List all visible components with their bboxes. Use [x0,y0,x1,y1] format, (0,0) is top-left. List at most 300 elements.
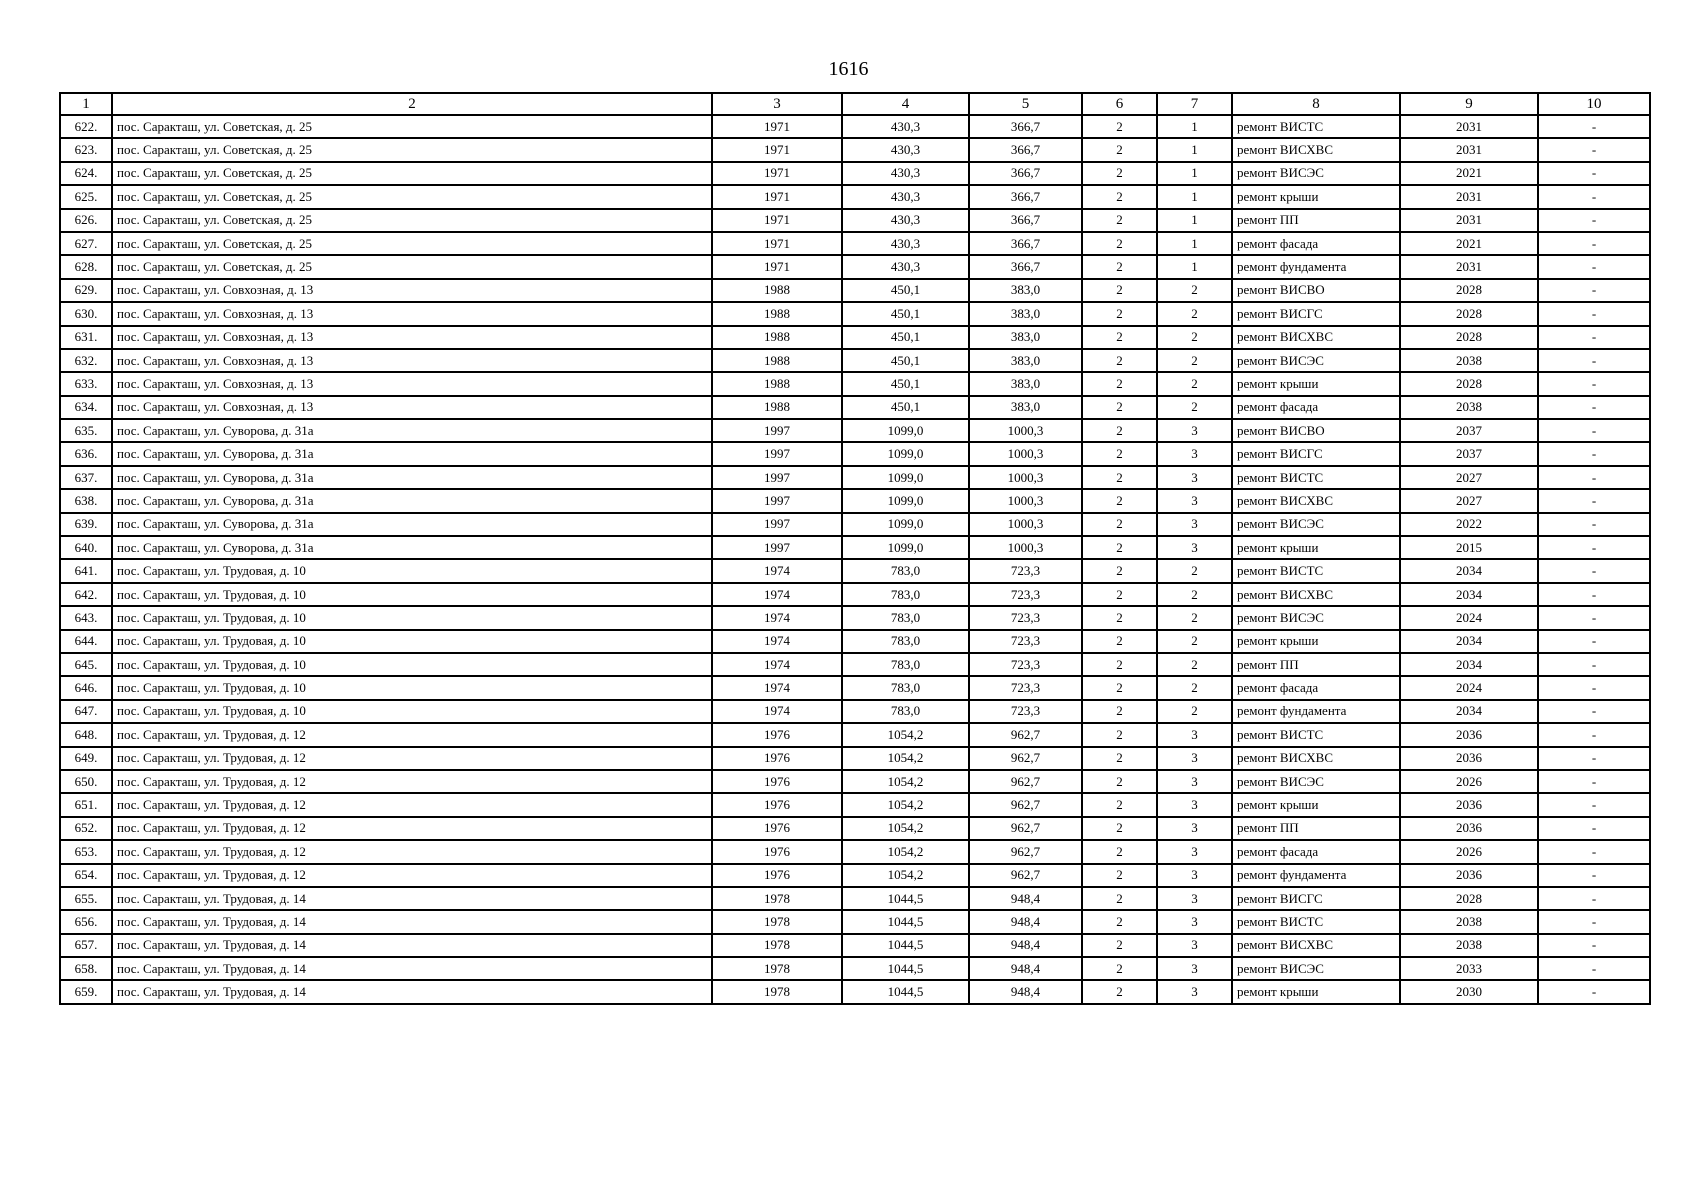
row-number-cell: 654. [60,864,112,887]
col6-cell: 2 [1082,115,1157,138]
table-row [60,442,1650,465]
col7-cell: 2 [1157,326,1232,349]
table-row [60,232,1650,255]
planned-year-cell: 2038 [1400,396,1538,419]
col10-cell: - [1538,653,1650,676]
planned-year-cell: 2036 [1400,793,1538,816]
address-cell: пос. Саракташ, ул. Советская, д. 25 [112,255,712,278]
living-area-cell: 948,4 [969,887,1082,910]
col6-cell: 2 [1082,583,1157,606]
col6-cell: 2 [1082,700,1157,723]
year-cell: 1971 [712,162,842,185]
planned-year-cell: 2031 [1400,185,1538,208]
planned-year-cell: 2036 [1400,747,1538,770]
address-cell: пос. Саракташ, ул. Совхозная, д. 13 [112,279,712,302]
planned-year-cell: 2031 [1400,209,1538,232]
total-area-cell: 1054,2 [842,793,969,816]
col10-cell: - [1538,980,1650,1003]
row-number-cell: 645. [60,653,112,676]
col6-cell: 2 [1082,747,1157,770]
work-type-cell: ремонт фасада [1232,840,1400,863]
address-cell: пос. Саракташ, ул. Трудовая, д. 12 [112,840,712,863]
work-type-cell: ремонт ВИСЭС [1232,606,1400,629]
col7-cell: 2 [1157,583,1232,606]
col7-cell: 3 [1157,864,1232,887]
column-header-10: 10 [1538,93,1650,115]
total-area-cell: 1054,2 [842,840,969,863]
col7-cell: 2 [1157,630,1232,653]
row-number-cell: 653. [60,840,112,863]
col6-cell: 2 [1082,840,1157,863]
col7-cell: 1 [1157,115,1232,138]
year-cell: 1976 [712,723,842,746]
column-header-6: 6 [1082,93,1157,115]
col7-cell: 2 [1157,396,1232,419]
living-area-cell: 962,7 [969,864,1082,887]
year-cell: 1974 [712,653,842,676]
col7-cell: 2 [1157,372,1232,395]
table-row [60,840,1650,863]
row-number-cell: 655. [60,887,112,910]
table-row [60,209,1650,232]
col7-cell: 1 [1157,255,1232,278]
table-row [60,162,1650,185]
year-cell: 1988 [712,302,842,325]
address-cell: пос. Саракташ, ул. Трудовая, д. 14 [112,887,712,910]
planned-year-cell: 2027 [1400,489,1538,512]
address-cell: пос. Саракташ, ул. Трудовая, д. 14 [112,980,712,1003]
work-type-cell: ремонт фасада [1232,676,1400,699]
col6-cell: 2 [1082,489,1157,512]
total-area-cell: 1099,0 [842,536,969,559]
col10-cell: - [1538,864,1650,887]
row-number-cell: 631. [60,326,112,349]
work-type-cell: ремонт фундамента [1232,864,1400,887]
table-row [60,630,1650,653]
living-area-cell: 1000,3 [969,489,1082,512]
living-area-cell: 366,7 [969,232,1082,255]
col10-cell: - [1538,887,1650,910]
planned-year-cell: 2037 [1400,419,1538,442]
total-area-cell: 1054,2 [842,770,969,793]
col7-cell: 3 [1157,840,1232,863]
row-number-cell: 652. [60,817,112,840]
year-cell: 1971 [712,255,842,278]
col10-cell: - [1538,747,1650,770]
address-cell: пос. Саракташ, ул. Совхозная, д. 13 [112,396,712,419]
col10-cell: - [1538,770,1650,793]
work-type-cell: ремонт ВИСГС [1232,442,1400,465]
table-row [60,910,1650,933]
col10-cell: - [1538,185,1650,208]
work-type-cell: ремонт ВИСТС [1232,723,1400,746]
total-area-cell: 1044,5 [842,887,969,910]
living-area-cell: 948,4 [969,934,1082,957]
total-area-cell: 783,0 [842,700,969,723]
table-row [60,489,1650,512]
col6-cell: 2 [1082,302,1157,325]
col10-cell: - [1538,162,1650,185]
table-row [60,653,1650,676]
work-type-cell: ремонт ВИСХВС [1232,326,1400,349]
col10-cell: - [1538,279,1650,302]
work-type-cell: ремонт ВИСХВС [1232,489,1400,512]
living-area-cell: 962,7 [969,840,1082,863]
address-cell: пос. Саракташ, ул. Совхозная, д. 13 [112,372,712,395]
col10-cell: - [1538,138,1650,161]
work-type-cell: ремонт крыши [1232,980,1400,1003]
address-cell: пос. Саракташ, ул. Трудовая, д. 12 [112,770,712,793]
planned-year-cell: 2015 [1400,536,1538,559]
living-area-cell: 1000,3 [969,419,1082,442]
col7-cell: 3 [1157,489,1232,512]
year-cell: 1988 [712,349,842,372]
table-row [60,676,1650,699]
total-area-cell: 1044,5 [842,957,969,980]
row-number-cell: 634. [60,396,112,419]
col7-cell: 1 [1157,232,1232,255]
row-number-cell: 647. [60,700,112,723]
row-number-cell: 629. [60,279,112,302]
living-area-cell: 366,7 [969,115,1082,138]
address-cell: пос. Саракташ, ул. Советская, д. 25 [112,185,712,208]
col6-cell: 2 [1082,980,1157,1003]
year-cell: 1978 [712,934,842,957]
living-area-cell: 723,3 [969,653,1082,676]
col10-cell: - [1538,115,1650,138]
living-area-cell: 1000,3 [969,536,1082,559]
planned-year-cell: 2036 [1400,817,1538,840]
address-cell: пос. Саракташ, ул. Трудовая, д. 14 [112,934,712,957]
col7-cell: 2 [1157,700,1232,723]
work-type-cell: ремонт ВИСВО [1232,419,1400,442]
col7-cell: 2 [1157,606,1232,629]
work-type-cell: ремонт крыши [1232,185,1400,208]
col7-cell: 2 [1157,349,1232,372]
planned-year-cell: 2034 [1400,653,1538,676]
year-cell: 1976 [712,864,842,887]
table-row [60,583,1650,606]
work-type-cell: ремонт ПП [1232,817,1400,840]
table-row [60,817,1650,840]
total-area-cell: 1054,2 [842,817,969,840]
column-header-5: 5 [969,93,1082,115]
col10-cell: - [1538,723,1650,746]
row-number-cell: 642. [60,583,112,606]
table-row [60,326,1650,349]
table-row [60,396,1650,419]
row-number-cell: 628. [60,255,112,278]
living-area-cell: 383,0 [969,326,1082,349]
row-number-cell: 643. [60,606,112,629]
planned-year-cell: 2038 [1400,934,1538,957]
planned-year-cell: 2034 [1400,559,1538,582]
column-header-7: 7 [1157,93,1232,115]
column-header-3: 3 [712,93,842,115]
col10-cell: - [1538,513,1650,536]
year-cell: 1988 [712,279,842,302]
year-cell: 1988 [712,396,842,419]
year-cell: 1974 [712,559,842,582]
total-area-cell: 783,0 [842,630,969,653]
work-type-cell: ремонт ВИСХВС [1232,138,1400,161]
col10-cell: - [1538,583,1650,606]
year-cell: 1971 [712,115,842,138]
planned-year-cell: 2031 [1400,255,1538,278]
living-area-cell: 383,0 [969,302,1082,325]
living-area-cell: 1000,3 [969,513,1082,536]
table-row [60,372,1650,395]
living-area-cell: 948,4 [969,980,1082,1003]
col10-cell: - [1538,419,1650,442]
row-number-cell: 638. [60,489,112,512]
col6-cell: 2 [1082,419,1157,442]
col6-cell: 2 [1082,255,1157,278]
year-cell: 1974 [712,676,842,699]
col7-cell: 3 [1157,442,1232,465]
col10-cell: - [1538,209,1650,232]
living-area-cell: 366,7 [969,162,1082,185]
year-cell: 1978 [712,910,842,933]
total-area-cell: 430,3 [842,185,969,208]
col6-cell: 2 [1082,326,1157,349]
col7-cell: 3 [1157,910,1232,933]
year-cell: 1971 [712,138,842,161]
row-number-cell: 630. [60,302,112,325]
year-cell: 1976 [712,840,842,863]
year-cell: 1997 [712,466,842,489]
address-cell: пос. Саракташ, ул. Трудовая, д. 12 [112,793,712,816]
col7-cell: 2 [1157,559,1232,582]
total-area-cell: 1099,0 [842,419,969,442]
living-area-cell: 962,7 [969,793,1082,816]
col10-cell: - [1538,840,1650,863]
col7-cell: 3 [1157,723,1232,746]
planned-year-cell: 2031 [1400,138,1538,161]
total-area-cell: 450,1 [842,302,969,325]
col10-cell: - [1538,466,1650,489]
address-cell: пос. Саракташ, ул. Трудовая, д. 14 [112,957,712,980]
col7-cell: 3 [1157,957,1232,980]
row-number-cell: 659. [60,980,112,1003]
row-number-cell: 650. [60,770,112,793]
total-area-cell: 1099,0 [842,466,969,489]
planned-year-cell: 2021 [1400,232,1538,255]
col10-cell: - [1538,232,1650,255]
row-number-cell: 640. [60,536,112,559]
work-type-cell: ремонт крыши [1232,372,1400,395]
row-number-cell: 639. [60,513,112,536]
total-area-cell: 430,3 [842,162,969,185]
col7-cell: 2 [1157,653,1232,676]
year-cell: 1976 [712,770,842,793]
col6-cell: 2 [1082,559,1157,582]
total-area-cell: 1099,0 [842,513,969,536]
col6-cell: 2 [1082,630,1157,653]
planned-year-cell: 2038 [1400,910,1538,933]
year-cell: 1997 [712,513,842,536]
table-row [60,700,1650,723]
column-header-9: 9 [1400,93,1538,115]
work-type-cell: ремонт фундамента [1232,255,1400,278]
year-cell: 1997 [712,489,842,512]
table-row [60,770,1650,793]
total-area-cell: 1054,2 [842,864,969,887]
living-area-cell: 723,3 [969,606,1082,629]
year-cell: 1976 [712,747,842,770]
table-row [60,793,1650,816]
total-area-cell: 1099,0 [842,489,969,512]
living-area-cell: 948,4 [969,957,1082,980]
table-row [60,185,1650,208]
total-area-cell: 1044,5 [842,910,969,933]
living-area-cell: 366,7 [969,185,1082,208]
total-area-cell: 430,3 [842,138,969,161]
year-cell: 1978 [712,957,842,980]
col10-cell: - [1538,489,1650,512]
col6-cell: 2 [1082,817,1157,840]
table-row [60,864,1650,887]
living-area-cell: 962,7 [969,770,1082,793]
col6-cell: 2 [1082,185,1157,208]
living-area-cell: 1000,3 [969,442,1082,465]
year-cell: 1997 [712,442,842,465]
col7-cell: 3 [1157,513,1232,536]
work-type-cell: ремонт ВИСЭС [1232,770,1400,793]
col10-cell: - [1538,910,1650,933]
col7-cell: 2 [1157,302,1232,325]
table-row [60,934,1650,957]
address-cell: пос. Саракташ, ул. Трудовая, д. 12 [112,817,712,840]
row-number-cell: 632. [60,349,112,372]
row-number-cell: 625. [60,185,112,208]
work-type-cell: ремонт ВИСХВС [1232,747,1400,770]
table-row [60,255,1650,278]
work-type-cell: ремонт фундамента [1232,700,1400,723]
row-number-cell: 646. [60,676,112,699]
table-body [60,115,1650,1004]
total-area-cell: 1099,0 [842,442,969,465]
col6-cell: 2 [1082,723,1157,746]
col7-cell: 2 [1157,279,1232,302]
row-number-cell: 626. [60,209,112,232]
col6-cell: 2 [1082,536,1157,559]
planned-year-cell: 2034 [1400,583,1538,606]
work-type-cell: ремонт ВИСГС [1232,887,1400,910]
year-cell: 1988 [712,326,842,349]
planned-year-cell: 2031 [1400,115,1538,138]
living-area-cell: 383,0 [969,279,1082,302]
living-area-cell: 723,3 [969,676,1082,699]
row-number-cell: 644. [60,630,112,653]
address-cell: пос. Саракташ, ул. Трудовая, д. 12 [112,747,712,770]
row-number-cell: 633. [60,372,112,395]
address-cell: пос. Саракташ, ул. Советская, д. 25 [112,232,712,255]
col6-cell: 2 [1082,162,1157,185]
planned-year-cell: 2030 [1400,980,1538,1003]
work-type-cell: ремонт ВИСЭС [1232,349,1400,372]
col10-cell: - [1538,559,1650,582]
column-header-4: 4 [842,93,969,115]
col7-cell: 3 [1157,536,1232,559]
header-row [60,93,1650,115]
row-number-cell: 637. [60,466,112,489]
address-cell: пос. Саракташ, ул. Трудовая, д. 10 [112,559,712,582]
living-area-cell: 383,0 [969,372,1082,395]
living-area-cell: 962,7 [969,817,1082,840]
total-area-cell: 450,1 [842,279,969,302]
col10-cell: - [1538,255,1650,278]
work-type-cell: ремонт ВИСГС [1232,302,1400,325]
col7-cell: 2 [1157,676,1232,699]
row-number-cell: 636. [60,442,112,465]
total-area-cell: 783,0 [842,606,969,629]
living-area-cell: 366,7 [969,209,1082,232]
address-cell: пос. Саракташ, ул. Трудовая, д. 12 [112,864,712,887]
work-type-cell: ремонт ВИСТС [1232,115,1400,138]
work-type-cell: ремонт ВИСХВС [1232,583,1400,606]
planned-year-cell: 2036 [1400,864,1538,887]
row-number-cell: 651. [60,793,112,816]
total-area-cell: 430,3 [842,232,969,255]
col7-cell: 1 [1157,185,1232,208]
col6-cell: 2 [1082,372,1157,395]
work-type-cell: ремонт ВИСХВС [1232,934,1400,957]
address-cell: пос. Саракташ, ул. Суворова, д. 31а [112,536,712,559]
col6-cell: 2 [1082,138,1157,161]
table-row [60,115,1650,138]
planned-year-cell: 2037 [1400,442,1538,465]
planned-year-cell: 2034 [1400,700,1538,723]
col6-cell: 2 [1082,653,1157,676]
work-type-cell: ремонт крыши [1232,630,1400,653]
col7-cell: 3 [1157,793,1232,816]
col10-cell: - [1538,934,1650,957]
living-area-cell: 723,3 [969,583,1082,606]
col7-cell: 3 [1157,934,1232,957]
col10-cell: - [1538,817,1650,840]
work-type-cell: ремонт крыши [1232,536,1400,559]
row-number-cell: 641. [60,559,112,582]
row-number-cell: 648. [60,723,112,746]
col10-cell: - [1538,302,1650,325]
address-cell: пос. Саракташ, ул. Советская, д. 25 [112,138,712,161]
row-number-cell: 656. [60,910,112,933]
address-cell: пос. Саракташ, ул. Совхозная, д. 13 [112,302,712,325]
total-area-cell: 783,0 [842,676,969,699]
col7-cell: 3 [1157,980,1232,1003]
table-row [60,723,1650,746]
planned-year-cell: 2034 [1400,630,1538,653]
address-cell: пос. Саракташ, ул. Трудовая, д. 10 [112,676,712,699]
year-cell: 1971 [712,185,842,208]
column-header-2: 2 [112,93,712,115]
year-cell: 1971 [712,209,842,232]
work-type-cell: ремонт ВИСТС [1232,559,1400,582]
col6-cell: 2 [1082,770,1157,793]
row-number-cell: 624. [60,162,112,185]
work-type-cell: ремонт ВИСВО [1232,279,1400,302]
col10-cell: - [1538,372,1650,395]
planned-year-cell: 2021 [1400,162,1538,185]
col6-cell: 2 [1082,910,1157,933]
total-area-cell: 1054,2 [842,723,969,746]
row-number-cell: 623. [60,138,112,161]
year-cell: 1976 [712,817,842,840]
total-area-cell: 783,0 [842,559,969,582]
planned-year-cell: 2036 [1400,723,1538,746]
total-area-cell: 450,1 [842,349,969,372]
